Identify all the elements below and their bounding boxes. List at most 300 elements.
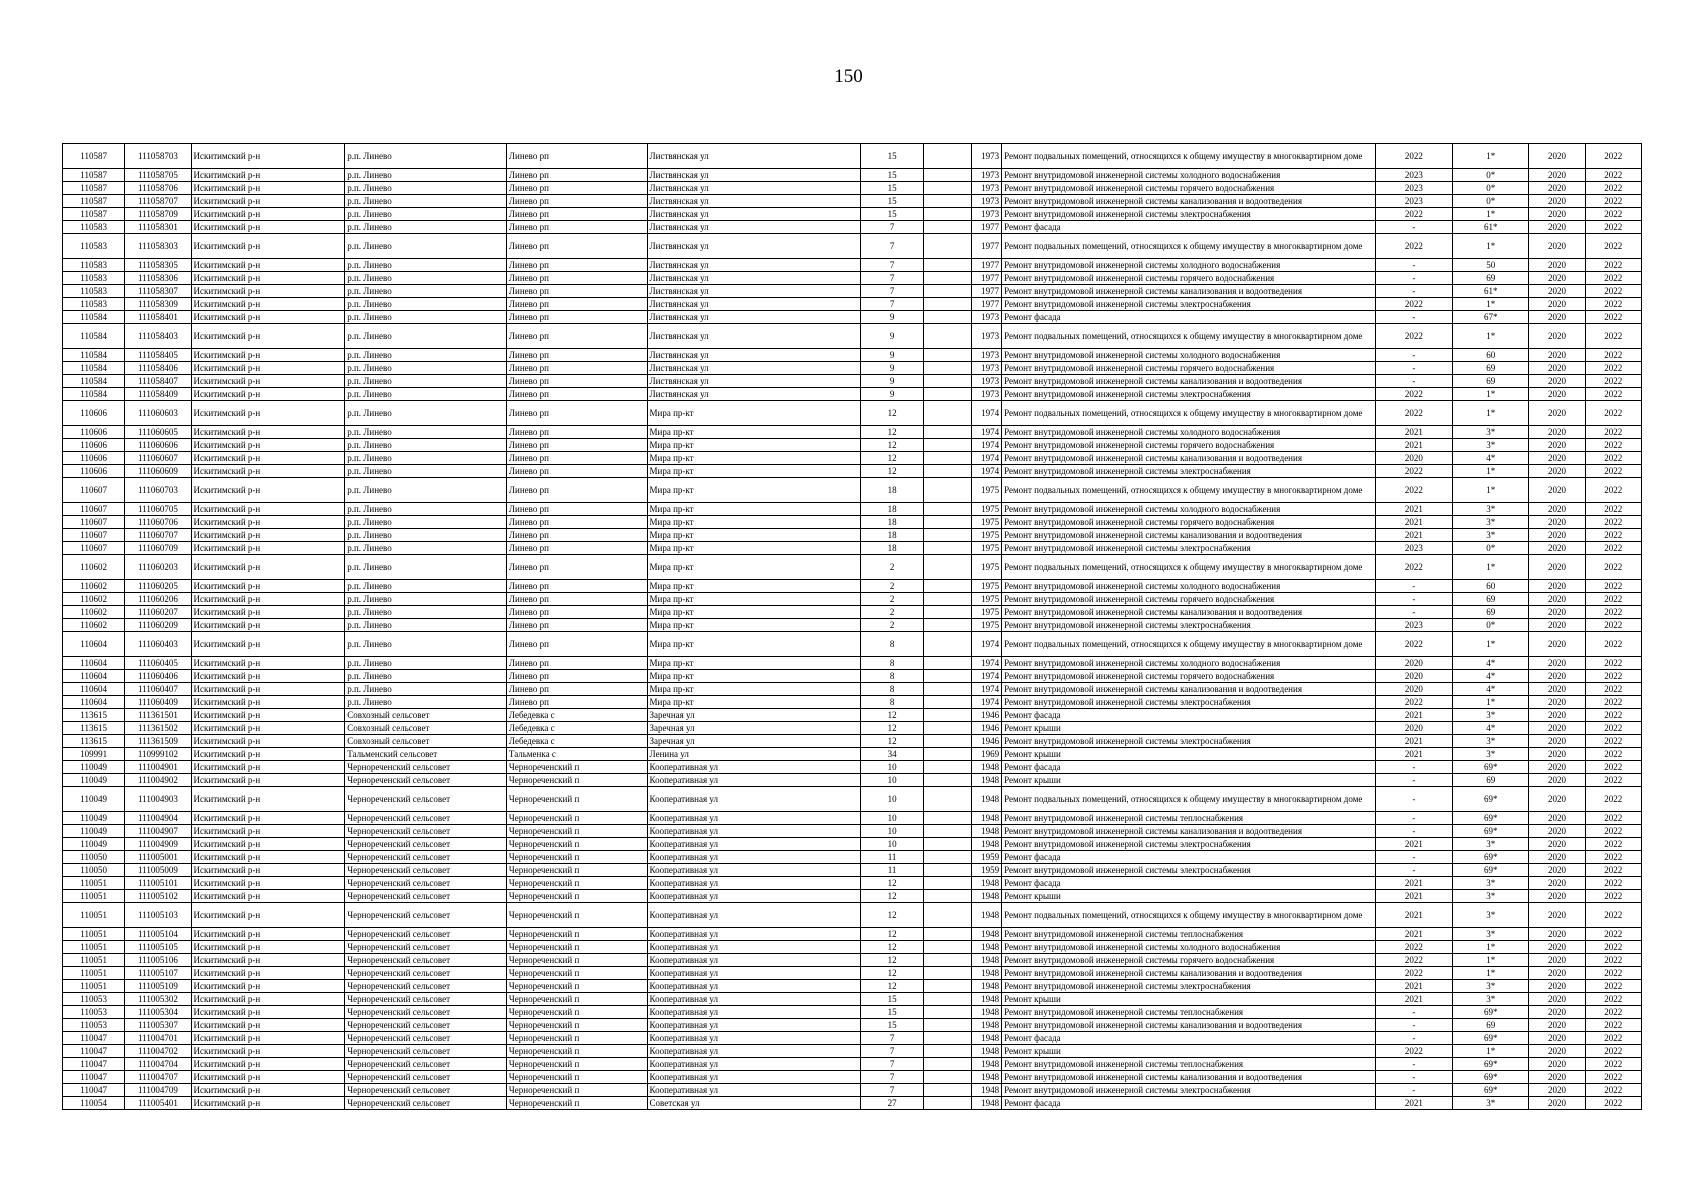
cell-work-type: Ремонт внутридомовой инженерной системы канализования и водоотведения [1002,375,1376,388]
cell-period-start: 2020 [1529,169,1585,182]
table-row [63,606,1642,619]
cell-street: Кооперативная ул [647,774,861,787]
cell-house-id: 110053 [63,1006,125,1019]
cell-remaining-value: 1* [1453,632,1529,657]
cell-municipality: р.п. Линево [345,580,507,593]
cell-municipality: р.п. Линево [345,375,507,388]
cell-work-type: Ремонт внутридомовой инженерной системы канализования и водоотведения [1002,1019,1376,1032]
cell-house-number: 9 [861,324,923,349]
cell-building [923,1058,971,1071]
cell-municipality: р.п. Линево [345,401,507,426]
cell-record-id: 111058307 [125,285,191,298]
cell-year-built: 1974 [971,670,1001,683]
cell-remaining-value: 69* [1453,761,1529,774]
cell-municipality: Чернореченский сельсовет [345,903,507,928]
cell-remaining-value: 69* [1453,825,1529,838]
cell-planned-year: 2022 [1375,324,1452,349]
cell-planned-year: 2022 [1375,465,1452,478]
cell-work-type: Ремонт фасада [1002,851,1376,864]
cell-remaining-value: 1* [1453,465,1529,478]
cell-district: Искитимский р-н [191,890,345,903]
cell-year-built: 1975 [971,542,1001,555]
cell-period-start: 2020 [1529,542,1585,555]
cell-period-start: 2020 [1529,362,1585,375]
cell-remaining-value: 69* [1453,812,1529,825]
cell-period-start: 2020 [1529,761,1585,774]
cell-period-start: 2020 [1529,890,1585,903]
cell-settlement: Линево рп [506,259,647,272]
cell-building [923,761,971,774]
cell-planned-year: - [1375,259,1452,272]
cell-remaining-value: 3* [1453,709,1529,722]
cell-year-built: 1973 [971,169,1001,182]
cell-period-end: 2022 [1585,503,1641,516]
cell-municipality: р.п. Линево [345,272,507,285]
cell-house-number: 2 [861,606,923,619]
cell-house-number: 8 [861,657,923,670]
cell-record-id: 111060603 [125,401,191,426]
cell-remaining-value: 60 [1453,580,1529,593]
cell-municipality: р.п. Линево [345,542,507,555]
table-row [63,298,1642,311]
cell-district: Искитимский р-н [191,169,345,182]
cell-street: Листвянская ул [647,311,861,324]
cell-house-number: 15 [861,1019,923,1032]
cell-municipality: р.п. Линево [345,285,507,298]
cell-year-built: 1974 [971,657,1001,670]
cell-remaining-value: 0* [1453,542,1529,555]
cell-period-start: 2020 [1529,580,1585,593]
cell-house-number: 11 [861,851,923,864]
cell-work-type: Ремонт фасада [1002,709,1376,722]
cell-house-number: 12 [861,967,923,980]
cell-building [923,632,971,657]
cell-period-end: 2022 [1585,709,1641,722]
cell-building [923,169,971,182]
cell-work-type: Ремонт подвальных помещений, относящихся к общему имуществу в многоквартирном доме [1002,144,1376,169]
cell-house-number: 12 [861,401,923,426]
cell-record-id: 111005107 [125,967,191,980]
cell-house-number: 18 [861,478,923,503]
table-row [63,169,1642,182]
cell-district: Искитимский р-н [191,516,345,529]
cell-planned-year: - [1375,864,1452,877]
cell-district: Искитимский р-н [191,311,345,324]
cell-period-end: 2022 [1585,208,1641,221]
cell-period-end: 2022 [1585,580,1641,593]
cell-year-built: 1974 [971,426,1001,439]
cell-settlement: Лебедевка с [506,709,647,722]
cell-street: Листвянская ул [647,221,861,234]
cell-settlement: Линево рп [506,516,647,529]
cell-remaining-value: 4* [1453,683,1529,696]
cell-building [923,890,971,903]
cell-record-id: 111005104 [125,928,191,941]
cell-work-type: Ремонт подвальных помещений, относящихся к общему имуществу в многоквартирном доме [1002,401,1376,426]
cell-street: Мира пр-кт [647,478,861,503]
table-row [63,928,1642,941]
cell-record-id: 111005103 [125,903,191,928]
cell-building [923,696,971,709]
cell-record-id: 111058301 [125,221,191,234]
cell-settlement: Линево рп [506,452,647,465]
cell-house-number: 2 [861,593,923,606]
cell-period-start: 2020 [1529,980,1585,993]
cell-record-id: 111058403 [125,324,191,349]
cell-record-id: 111005304 [125,1006,191,1019]
cell-house-number: 9 [861,388,923,401]
cell-work-type: Ремонт крыши [1002,1045,1376,1058]
cell-district: Искитимский р-н [191,324,345,349]
cell-municipality: Чернореченский сельсовет [345,967,507,980]
cell-street: Мира пр-кт [647,465,861,478]
cell-period-end: 2022 [1585,864,1641,877]
cell-municipality: р.п. Линево [345,362,507,375]
cell-remaining-value: 69 [1453,375,1529,388]
cell-period-start: 2020 [1529,1071,1585,1084]
cell-settlement: Линево рп [506,426,647,439]
cell-remaining-value: 69* [1453,1071,1529,1084]
cell-building [923,221,971,234]
cell-work-type: Ремонт внутридомовой инженерной системы горячего водоснабжения [1002,182,1376,195]
cell-district: Искитимский р-н [191,503,345,516]
cell-planned-year: 2021 [1375,529,1452,542]
cell-municipality: р.п. Линево [345,169,507,182]
cell-work-type: Ремонт подвальных помещений, относящихся к общему имуществу в многоквартирном доме [1002,632,1376,657]
cell-district: Искитимский р-н [191,954,345,967]
cell-municipality: р.п. Линево [345,478,507,503]
cell-street: Мира пр-кт [647,426,861,439]
cell-house-number: 7 [861,234,923,259]
cell-year-built: 1948 [971,877,1001,890]
cell-building [923,195,971,208]
cell-planned-year: 2022 [1375,555,1452,580]
cell-house-number: 12 [861,452,923,465]
cell-record-id: 111058409 [125,388,191,401]
table-row [63,864,1642,877]
cell-municipality: Чернореченский сельсовет [345,851,507,864]
cell-period-end: 2022 [1585,696,1641,709]
table-row [63,748,1642,761]
cell-remaining-value: 1* [1453,401,1529,426]
cell-planned-year: 2023 [1375,619,1452,632]
cell-period-start: 2020 [1529,324,1585,349]
cell-period-start: 2020 [1529,812,1585,825]
cell-work-type: Ремонт подвальных помещений, относящихся к общему имуществу в многоквартирном доме [1002,555,1376,580]
cell-street: Кооперативная ул [647,1032,861,1045]
cell-period-end: 2022 [1585,851,1641,864]
cell-record-id: 111004901 [125,761,191,774]
cell-record-id: 111004704 [125,1058,191,1071]
cell-municipality: Совхозный сельсовет [345,722,507,735]
cell-house-id: 110051 [63,890,125,903]
cell-house-id: 110050 [63,851,125,864]
cell-year-built: 1974 [971,452,1001,465]
cell-planned-year: 2022 [1375,208,1452,221]
cell-period-end: 2022 [1585,877,1641,890]
cell-year-built: 1977 [971,272,1001,285]
cell-settlement: Чернореченский п [506,1045,647,1058]
table-row [63,259,1642,272]
cell-remaining-value: 1* [1453,208,1529,221]
cell-district: Искитимский р-н [191,851,345,864]
cell-house-number: 12 [861,465,923,478]
cell-remaining-value: 3* [1453,993,1529,1006]
table-row [63,555,1642,580]
cell-house-number: 8 [861,670,923,683]
cell-year-built: 1959 [971,851,1001,864]
cell-period-start: 2020 [1529,439,1585,452]
cell-work-type: Ремонт подвальных помещений, относящихся к общему имуществу в многоквартирном доме [1002,324,1376,349]
table-row [63,478,1642,503]
cell-house-number: 10 [861,825,923,838]
cell-record-id: 111004702 [125,1045,191,1058]
cell-year-built: 1948 [971,761,1001,774]
cell-remaining-value: 69 [1453,606,1529,619]
cell-work-type: Ремонт внутридомовой инженерной системы канализования и водоотведения [1002,285,1376,298]
cell-year-built: 1975 [971,593,1001,606]
table-row [63,285,1642,298]
cell-district: Искитимский р-н [191,401,345,426]
cell-street: Листвянская ул [647,285,861,298]
cell-house-id: 110607 [63,478,125,503]
cell-house-number: 18 [861,529,923,542]
cell-year-built: 1973 [971,324,1001,349]
table-row [63,812,1642,825]
cell-building [923,709,971,722]
cell-house-number: 27 [861,1097,923,1110]
cell-building [923,774,971,787]
cell-work-type: Ремонт внутридомовой инженерной системы канализования и водоотведения [1002,529,1376,542]
cell-remaining-value: 1* [1453,696,1529,709]
cell-house-number: 34 [861,748,923,761]
cell-record-id: 111361509 [125,735,191,748]
cell-municipality: р.п. Линево [345,324,507,349]
cell-settlement: Линево рп [506,542,647,555]
cell-record-id: 111005102 [125,890,191,903]
cell-street: Кооперативная ул [647,1019,861,1032]
cell-house-number: 10 [861,812,923,825]
cell-period-start: 2020 [1529,954,1585,967]
cell-house-id: 110051 [63,877,125,890]
cell-record-id: 111004909 [125,838,191,851]
cell-municipality: Чернореченский сельсовет [345,928,507,941]
table-row [63,1006,1642,1019]
cell-house-id: 110607 [63,503,125,516]
cell-period-start: 2020 [1529,1084,1585,1097]
cell-remaining-value: 50 [1453,259,1529,272]
cell-municipality: Чернореченский сельсовет [345,864,507,877]
table-row [63,1032,1642,1045]
cell-period-start: 2020 [1529,709,1585,722]
cell-settlement: Чернореченский п [506,941,647,954]
cell-house-id: 110049 [63,838,125,851]
cell-district: Искитимский р-н [191,696,345,709]
cell-remaining-value: 69* [1453,851,1529,864]
cell-house-number: 15 [861,1006,923,1019]
cell-planned-year: 2022 [1375,967,1452,980]
table-row [63,967,1642,980]
cell-building [923,503,971,516]
cell-settlement: Линево рп [506,182,647,195]
cell-work-type: Ремонт фасада [1002,311,1376,324]
table-row [63,401,1642,426]
cell-district: Искитимский р-н [191,774,345,787]
cell-building [923,311,971,324]
cell-remaining-value: 69* [1453,1058,1529,1071]
cell-work-type: Ремонт внутридомовой инженерной системы горячего водоснабжения [1002,516,1376,529]
cell-municipality: р.п. Линево [345,555,507,580]
cell-remaining-value: 1* [1453,298,1529,311]
table-row [63,954,1642,967]
cell-street: Кооперативная ул [647,954,861,967]
table-row [63,825,1642,838]
cell-record-id: 111058405 [125,349,191,362]
cell-house-id: 110587 [63,169,125,182]
cell-street: Листвянская ул [647,375,861,388]
cell-district: Искитимский р-н [191,234,345,259]
cell-year-built: 1973 [971,195,1001,208]
table-row [63,993,1642,1006]
cell-planned-year: - [1375,1032,1452,1045]
cell-building [923,619,971,632]
table-row [63,439,1642,452]
cell-district: Искитимский р-н [191,439,345,452]
cell-street: Кооперативная ул [647,877,861,890]
cell-planned-year: - [1375,580,1452,593]
cell-building [923,349,971,362]
cell-house-id: 110606 [63,401,125,426]
cell-settlement: Чернореченский п [506,838,647,851]
cell-planned-year: - [1375,606,1452,619]
cell-house-number: 7 [861,1071,923,1084]
cell-planned-year: 2022 [1375,954,1452,967]
cell-street: Советская ул [647,1097,861,1110]
cell-remaining-value: 67* [1453,311,1529,324]
cell-remaining-value: 69 [1453,362,1529,375]
cell-year-built: 1977 [971,285,1001,298]
cell-settlement: Чернореченский п [506,787,647,812]
cell-remaining-value: 0* [1453,195,1529,208]
cell-settlement: Чернореченский п [506,877,647,890]
cell-period-end: 2022 [1585,825,1641,838]
cell-settlement: Линево рп [506,169,647,182]
cell-period-end: 2022 [1585,388,1641,401]
cell-street: Листвянская ул [647,208,861,221]
cell-remaining-value: 69 [1453,774,1529,787]
cell-street: Кооперативная ул [647,928,861,941]
cell-street: Кооперативная ул [647,851,861,864]
cell-period-end: 2022 [1585,221,1641,234]
cell-record-id: 111058706 [125,182,191,195]
cell-planned-year: - [1375,221,1452,234]
cell-house-id: 110051 [63,941,125,954]
cell-district: Искитимский р-н [191,465,345,478]
cell-building [923,362,971,375]
cell-settlement: Линево рп [506,388,647,401]
cell-district: Искитимский р-н [191,144,345,169]
cell-work-type: Ремонт подвальных помещений, относящихся к общему имуществу в многоквартирном доме [1002,787,1376,812]
cell-building [923,272,971,285]
cell-district: Искитимский р-н [191,838,345,851]
cell-building [923,657,971,670]
cell-municipality: р.п. Линево [345,465,507,478]
cell-house-number: 7 [861,259,923,272]
cell-work-type: Ремонт фасада [1002,221,1376,234]
cell-district: Искитимский р-н [191,1032,345,1045]
cell-settlement: Линево рп [506,208,647,221]
cell-record-id: 111004903 [125,787,191,812]
cell-street: Мира пр-кт [647,542,861,555]
cell-planned-year: 2021 [1375,890,1452,903]
cell-period-end: 2022 [1585,324,1641,349]
cell-settlement: Линево рп [506,298,647,311]
cell-planned-year: 2021 [1375,993,1452,1006]
cell-building [923,182,971,195]
cell-period-start: 2020 [1529,696,1585,709]
cell-period-start: 2020 [1529,670,1585,683]
cell-remaining-value: 4* [1453,657,1529,670]
cell-work-type: Ремонт фасада [1002,1097,1376,1110]
cell-period-end: 2022 [1585,967,1641,980]
cell-house-id: 110584 [63,311,125,324]
cell-house-number: 7 [861,1058,923,1071]
cell-district: Искитимский р-н [191,593,345,606]
cell-period-end: 2022 [1585,670,1641,683]
cell-year-built: 1974 [971,465,1001,478]
cell-settlement: Линево рп [506,311,647,324]
cell-settlement: Чернореченский п [506,774,647,787]
cell-period-end: 2022 [1585,169,1641,182]
cell-period-start: 2020 [1529,774,1585,787]
cell-remaining-value: 4* [1453,670,1529,683]
cell-house-number: 8 [861,632,923,657]
cell-period-end: 2022 [1585,1084,1641,1097]
cell-district: Искитимский р-н [191,388,345,401]
cell-year-built: 1974 [971,439,1001,452]
table-row [63,388,1642,401]
cell-planned-year: 2022 [1375,401,1452,426]
cell-street: Мира пр-кт [647,696,861,709]
cell-period-start: 2020 [1529,195,1585,208]
capital-repair-table [62,143,1642,1110]
cell-district: Искитимский р-н [191,903,345,928]
table-row [63,696,1642,709]
table-row [63,1045,1642,1058]
cell-street: Кооперативная ул [647,941,861,954]
cell-building [923,1084,971,1097]
cell-house-id: 110606 [63,452,125,465]
cell-period-end: 2022 [1585,285,1641,298]
cell-record-id: 111060203 [125,555,191,580]
cell-street: Мира пр-кт [647,632,861,657]
cell-record-id: 111060205 [125,580,191,593]
cell-house-id: 110583 [63,298,125,311]
table-row [63,722,1642,735]
cell-record-id: 111058709 [125,208,191,221]
cell-municipality: р.п. Линево [345,516,507,529]
cell-building [923,1006,971,1019]
cell-record-id: 111058705 [125,169,191,182]
cell-year-built: 1974 [971,632,1001,657]
cell-remaining-value: 60 [1453,349,1529,362]
cell-street: Кооперативная ул [647,761,861,774]
table-row [63,349,1642,362]
cell-period-start: 2020 [1529,182,1585,195]
cell-work-type: Ремонт внутридомовой инженерной системы теплоснабжения [1002,1058,1376,1071]
cell-house-id: 110051 [63,903,125,928]
cell-planned-year: 2021 [1375,503,1452,516]
